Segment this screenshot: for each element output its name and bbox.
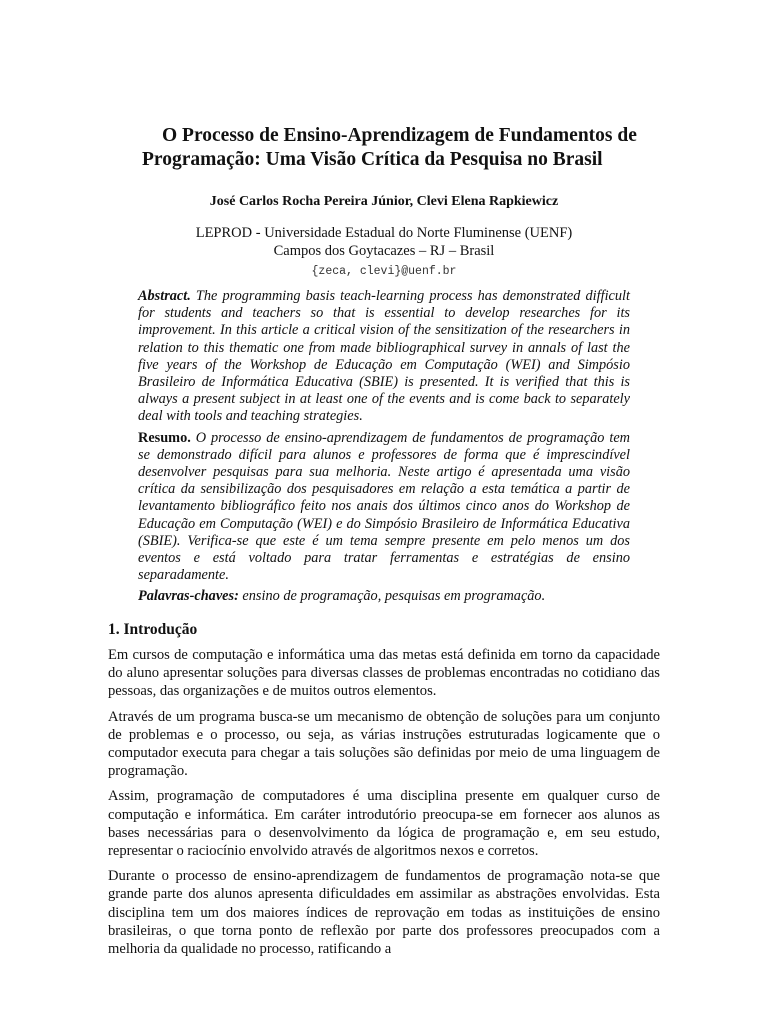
introduction-section bbox=[108, 620, 660, 965]
keywords-paragraph bbox=[138, 588, 630, 605]
abstract-text: The programming basis teach-learning process has demonstrated difficult for students and teachers so that is essential to develop researches for its improvement. In this article a critical vision of the sensitization of the researchers in relation to this thematic one from made bibliographical survey in annals of last the five years of the Workshop de Educação em Computação (WEI) and Simpósio Brasileiro de Informática Educativa (SBIE) is presented. It is verified that this is always a present subject in at least one of the events and is come back to separately deal with tools and teaching strategies. bbox=[138, 288, 630, 425]
abstract-label: Abstract. bbox=[138, 288, 191, 304]
resumo-label: Resumo. bbox=[138, 429, 191, 446]
author-email: {zeca, clevi}@uenf.br bbox=[311, 265, 457, 278]
keywords-text: ensino de programação, pesquisas em programação. bbox=[238, 588, 546, 605]
body-paragraph-4: Durante o processo de ensino-aprendizagem de fundamentos de programação nota-se que grande parte dos alunos apresenta dificuldades em assimilar as abstrações envolvidas. Esta disciplina tem um dos maiores índices de reprovação em todas as instituições de ensino brasileiras, o que torna ponto de reflexão por parte dos professores preocupados com a melhoria da qualidade no processo, ratificando a bbox=[108, 868, 660, 958]
paper-title: O Processo de Ensino-Aprendizagem de Fundamentos de Programação: Uma Visão Crítica da Pesquisa no Brasil bbox=[142, 125, 637, 170]
keywords-label: Palavras-chaves: bbox=[138, 588, 239, 605]
affiliation-line-1: LEPROD - Universidade Estadual do Norte Fluminense (UENF) bbox=[195, 225, 573, 241]
section-heading: 1. Introdução bbox=[108, 621, 198, 638]
affiliation-line-2: Campos dos Goytacazes – RJ – Brasil bbox=[273, 243, 495, 259]
resumo-paragraph bbox=[138, 430, 630, 585]
abstract-paragraph bbox=[138, 288, 630, 426]
body-paragraph-3: Assim, programação de computadores é uma disciplina presente em qualquer curso de computação e informática. Em caráter introdutório preocupa-se em fornecer aos alunos as bases necessárias para o desenvolvimento da lógica de programação e, em seu estudo, representar o raciocínio envolvido através de algoritmos nexos e corretos. bbox=[108, 788, 660, 860]
paper-authors: José Carlos Rocha Pereira Júnior, Clevi Elena Rapkiewicz bbox=[209, 194, 559, 209]
body-paragraph-2: Através de um programa busca-se um mecanismo de obtenção de soluções para um conjunto de problemas e o processo, ou seja, as várias instruções estruturadas logicamente que o computador executa para chegar a tais soluções são definidas por meio de uma linguagem de programação. bbox=[108, 708, 660, 780]
affiliation bbox=[0, 224, 768, 260]
body-paragraph-1: Em cursos de computação e informática uma das metas está definida em torno da capacidade do aluno apresentar soluções para diversas classes de problemas encontradas no cotidiano das pessoas, das organizações e de muitos outros elementos. bbox=[108, 647, 660, 700]
abstract-block bbox=[138, 288, 630, 610]
resumo-text: O processo de ensino-aprendizagem de fundamentos de programação tem se demonstrado difícil para alunos e professores de forma que é imprescindível desenvolver pesquisas para sua melhoria. Neste artigo é apresentada uma visão crítica da sensibilização dos pesquisadores em relação a esta temática a partir de levantamento bibliográfico feito nos anais dos últimos cinco anos do Workshop de Educação em Computação (WEI) e do Simpósio Brasileiro de Informática Educativa (SBIE). Verifica-se que este é um tema sempre presente em pelo menos um dos eventos e está voltado para tratar ferramentas e estratégias de ensino separadamente. bbox=[138, 429, 630, 584]
